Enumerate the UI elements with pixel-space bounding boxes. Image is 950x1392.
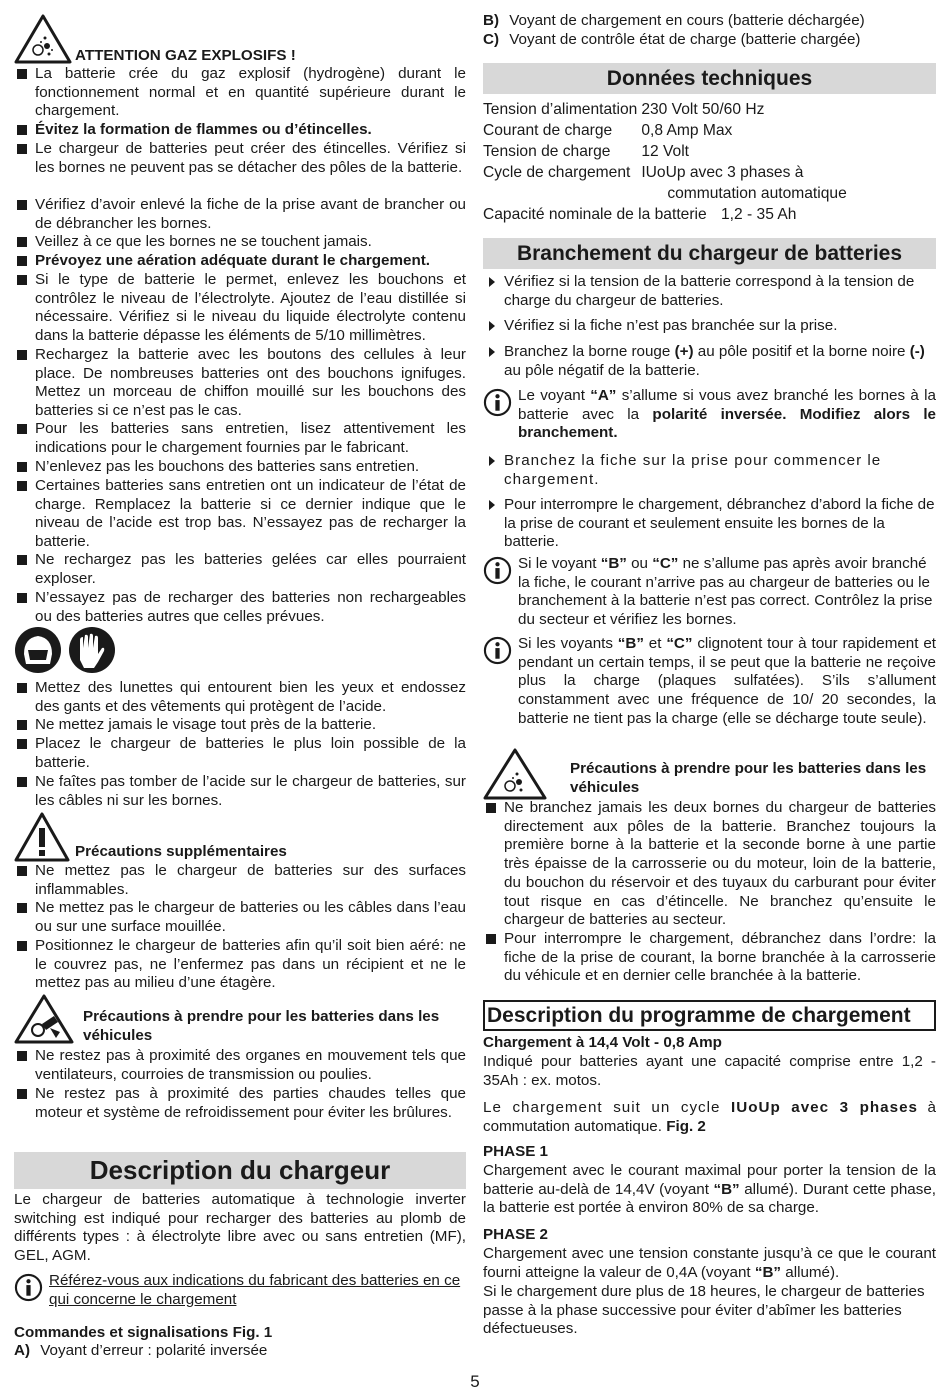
bullet-item: N’enlevez pas les bouchons des batteries sans entretien. xyxy=(14,458,466,477)
bullet-item: Ne mettez pas le chargeur de batteries sur des surfaces inflammables. xyxy=(14,862,466,899)
bullet-item: Pour les batteries sans entretien, lisez attentivement les indications pour le chargement fournies par le fabricant. xyxy=(14,420,466,457)
page-number: 5 xyxy=(470,1372,480,1391)
attention-title: ATTENTION GAZ EXPLOSIFS ! xyxy=(75,47,296,64)
info-note-3: Si les voyants “B” et “C” clignotent tour à tour rapidement et pendant un certain temps, il se peut que la batterie ne reçoive plus la charge (plaques sulfatées). S’ils s’allument constamment avec une fréquence de 10/ 20 secondes, la batterie ne tient pas la charge (elle se décharge toute seule). xyxy=(483,635,936,729)
bullet-item: N’essayez pas de recharger des batteries non rechargeables ou des batteries autres que celles prévues. xyxy=(14,589,466,626)
supp-title: Précautions supplémentaires xyxy=(75,843,287,860)
conn-step-5: Pour interrompre le chargement, débranchez d’abord la fiche de la prise de courant et seulement ensuite les bornes de la batterie. xyxy=(483,496,936,552)
vehicle-title-right: Précautions à prendre pour les batteries dans les véhicules xyxy=(570,760,927,796)
control-c-text: Voyant de contrôle état de charge (batterie chargée) xyxy=(509,31,861,48)
bullet-item: Certaines batteries sans entretien ont un indicateur de l’état de charge. Remplacez la batterie si ce dernier indique que le niveau de l’acide est trop bas. N’essayez pas de recharger la batterie. xyxy=(14,477,466,552)
bullet-item: Ne mettez pas le chargeur de batteries ou les câbles dans l’eau ou sur une surface mouillée. xyxy=(14,899,466,936)
tech-value: 1,2 - 35 Ah xyxy=(721,206,797,223)
bullet-item: Prévoyez une aération adéquate durant le chargement. xyxy=(14,252,466,271)
desc-note-text: Référez-vous aux indications du fabricant des batteries en ce qui concerne le chargement xyxy=(49,1272,461,1308)
tech-label: Courant de charge xyxy=(483,122,613,139)
info-note-1: Le voyant “A” s’allume si vous avez branché les bornes à la batterie avec la polarité inversée. Modifiez alors le branchement. xyxy=(483,387,936,443)
desc-heading: Description du chargeur xyxy=(14,1152,466,1189)
tech-value: 0,8 Amp Max xyxy=(641,122,733,139)
phase1-title: PHASE 1 xyxy=(483,1143,548,1160)
tech-row-capacity xyxy=(483,204,847,225)
desc-note xyxy=(14,1272,466,1309)
explosive-gas-warning-icon xyxy=(14,14,72,64)
conn-step-4: Branchez la fiche sur la prise pour commencer le chargement. xyxy=(483,452,936,489)
bullet-item: Le chargeur de batteries peut créer des étincelles. Vérifiez si les bornes ne peuvent pas se détacher des pôles de la batterie. xyxy=(14,140,466,177)
safety-goggles-gloves-icon xyxy=(14,626,124,674)
bullet-item: Ne mettez jamais le visage tout près de la batterie. xyxy=(14,716,466,735)
prog-sub: Chargement à 14,4 Volt - 0,8 Amp xyxy=(483,1034,722,1051)
desc-text: Le chargeur de batteries automatique à technologie inverter switching est indiqué pour recharger des batteries au plomb de différents types : à électrolyte libre avec ou sans entretien (MF), GEL, AGM. xyxy=(14,1191,466,1265)
tech-table xyxy=(483,99,847,225)
bullet-item: Ne rechargez pas les batteries gelées car elles pourraient exploser. xyxy=(14,551,466,588)
conn-step-2: Vérifiez si la fiche n’est pas branchée sur la prise. xyxy=(483,317,936,336)
bullet-item: Placez le chargeur de batteries le plus loin possible de la batterie. xyxy=(14,735,466,772)
info-icon xyxy=(483,388,512,417)
control-b xyxy=(483,12,936,31)
explosive-gas-warning-icon xyxy=(483,748,547,800)
tech-label: Tension d’alimentation xyxy=(483,101,638,118)
control-b-letter: B) xyxy=(483,12,500,29)
prog-text-2: Le chargement suit un cycle IUoUp avec 3 phases à commutation automatique. Fig. 2 xyxy=(483,1099,936,1135)
bullet-item: Rechargez la batterie avec les boutons des cellules à leur place. De nombreuses batteries ont des bouchons ignifuges. Mettez un morceau de chiffon mouillé sur les bouchons des batteries si ce n’est pas le cas. xyxy=(14,346,466,421)
vehicle-title-left: Précautions à prendre pour les batteries dans les véhicules xyxy=(83,1008,440,1044)
general-warning-icon xyxy=(14,812,70,862)
bullet-item: Ne restez pas à proximité des organes en mouvement tels que ventilateurs, courroies de transmission ou poulies. xyxy=(14,1047,466,1084)
control-a-letter: A) xyxy=(14,1342,31,1359)
control-c-letter: C) xyxy=(483,31,500,48)
phase2-text: Chargement avec une tension constante jusqu’à ce que le courant fourni atteigne la valeur de 0,4A (voyant “B” allumé). xyxy=(483,1245,936,1281)
conn-step-3: Branchez la borne rouge (+) au pôle positif et la borne noire (-) au pôle négatif de la batterie. xyxy=(483,343,936,380)
bullet-item: Évitez la formation de flammes ou d’étincelles. xyxy=(14,121,466,140)
tech-label: Cycle de chargement xyxy=(483,164,631,181)
info-note-2: Si le voyant “B” ou “C” ne s’allume pas après avoir branché la fiche, le courant n’arrive pas au chargeur de batteries ou le branchement à la batterie n’est pas correct. Contrôlez la prise du secteur et vérifiez les bornes. xyxy=(483,555,936,630)
bullet-item: Mettez des lunettes qui entourent bien les yeux et endossez des gants et des vêtements qui protègent de l’acide. xyxy=(14,679,466,716)
tech-row-voltage xyxy=(483,141,847,162)
control-b-text: Voyant de chargement en cours (batterie déchargée) xyxy=(509,12,865,29)
controls-title: Commandes et signalisations Fig. 1 xyxy=(14,1324,273,1341)
info-icon xyxy=(483,556,512,585)
bullet-item: Positionnez le chargeur de batteries afin qu’il soit bien aéré: ne le couvrez pas, ne l’enfermez pas dans un récipient et ne le mettez pas au milieu d’une étagère. xyxy=(14,937,466,993)
control-c xyxy=(483,31,936,50)
info-icon xyxy=(483,636,512,665)
tech-heading: Données techniques xyxy=(483,63,936,94)
control-a-text: Voyant d’erreur : polarité inversée xyxy=(40,1342,268,1359)
tech-row-supply xyxy=(483,99,847,120)
info-icon xyxy=(14,1273,43,1302)
phase2-text-2: Si le chargement dure plus de 18 heures, le chargeur de batteries passe à la phase successive pour éviter d’abîmer les batteries défectueuses. xyxy=(483,1283,925,1338)
bullet-item: Ne faîtes pas tomber de l’acide sur le chargeur de batteries, sur les câbles ni sur les bornes. xyxy=(14,773,466,810)
tech-cycle-line2: commutation automatique xyxy=(667,185,847,202)
tech-value xyxy=(637,162,846,204)
tech-value: 230 Volt 50/60 Hz xyxy=(641,101,765,118)
phase1-text: Chargement avec le courant maximal pour porter la tension de la batterie au-delà de 14,4V (voyant “B” allumé). Durant cette phase, la batterie est portée à environ 80% de sa charge. xyxy=(483,1162,936,1217)
tech-value: 12 Volt xyxy=(641,143,689,160)
conn-step-1: Vérifiez si la tension de la batterie correspond à la tension de charge du chargeur de batteries. xyxy=(483,273,936,310)
bullet-item: Si le type de batterie le permet, enlevez les bouchons et contrôlez le niveau de l’électrolyte. Ajoutez de l’eau distillée si nécessaire. Vérifiez si le niveau du liquide électrolyte contenu dans la batterie dépasse les éléments de 5/10 millimètres. xyxy=(14,271,466,346)
tech-row-cycle xyxy=(483,162,847,204)
bullet-item: La batterie crée du gaz explosif (hydrogène) durant le fonctionnement normal et en quantité supérieure durant le chargement. xyxy=(14,65,466,121)
bullet-item: Veillez à ce que les bornes ne se touchent jamais. xyxy=(14,233,466,252)
bullet-item: Pour interrompre le chargement, débranchez dans l’ordre: la fiche de la prise de courant, la borne branchée à la carrosserie du véhicule et en dernier celle branchée à la batterie. xyxy=(483,930,936,986)
prog-text-1: Indiqué pour batteries ayant une capacité comprise entre 1,2 - 35Ah : ex. motos. xyxy=(483,1053,936,1089)
bullet-item: Ne restez pas à proximité des parties chaudes telles que moteur et système de refroidissement pour éviter les brûlures. xyxy=(14,1085,466,1122)
tech-label: Tension de charge xyxy=(483,143,611,160)
bullet-item: Ne branchez jamais les deux bornes du chargeur de batteries directement aux pôles de la batterie. Branchez toujours la première borne à la batterie et la seconde borne à une partie très épaisse de la carrosserie ou du moteur, loin de la batterie, du bouchon du réservoir et des tuyaux du carburant pour éviter tout risque en cas d’étincelle. Ne branchez qu’ensuite le chargeur de batteries au secteur. xyxy=(483,799,936,930)
tech-cycle-line1: IUoUp avec 3 phases à xyxy=(641,164,804,181)
phase2-title: PHASE 2 xyxy=(483,1226,548,1243)
conn-heading: Branchement du chargeur de batteries xyxy=(483,238,936,269)
prog-heading: Description du programme de chargement xyxy=(483,1000,936,1031)
tech-row-current xyxy=(483,120,847,141)
tech-label: Capacité nominale de la batterie xyxy=(483,206,707,223)
bullet-item: Vérifiez d’avoir enlevé la fiche de la prise avant de brancher ou de débrancher les bornes. xyxy=(14,196,466,233)
moving-parts-warning-icon xyxy=(14,994,74,1044)
control-a xyxy=(14,1342,466,1361)
